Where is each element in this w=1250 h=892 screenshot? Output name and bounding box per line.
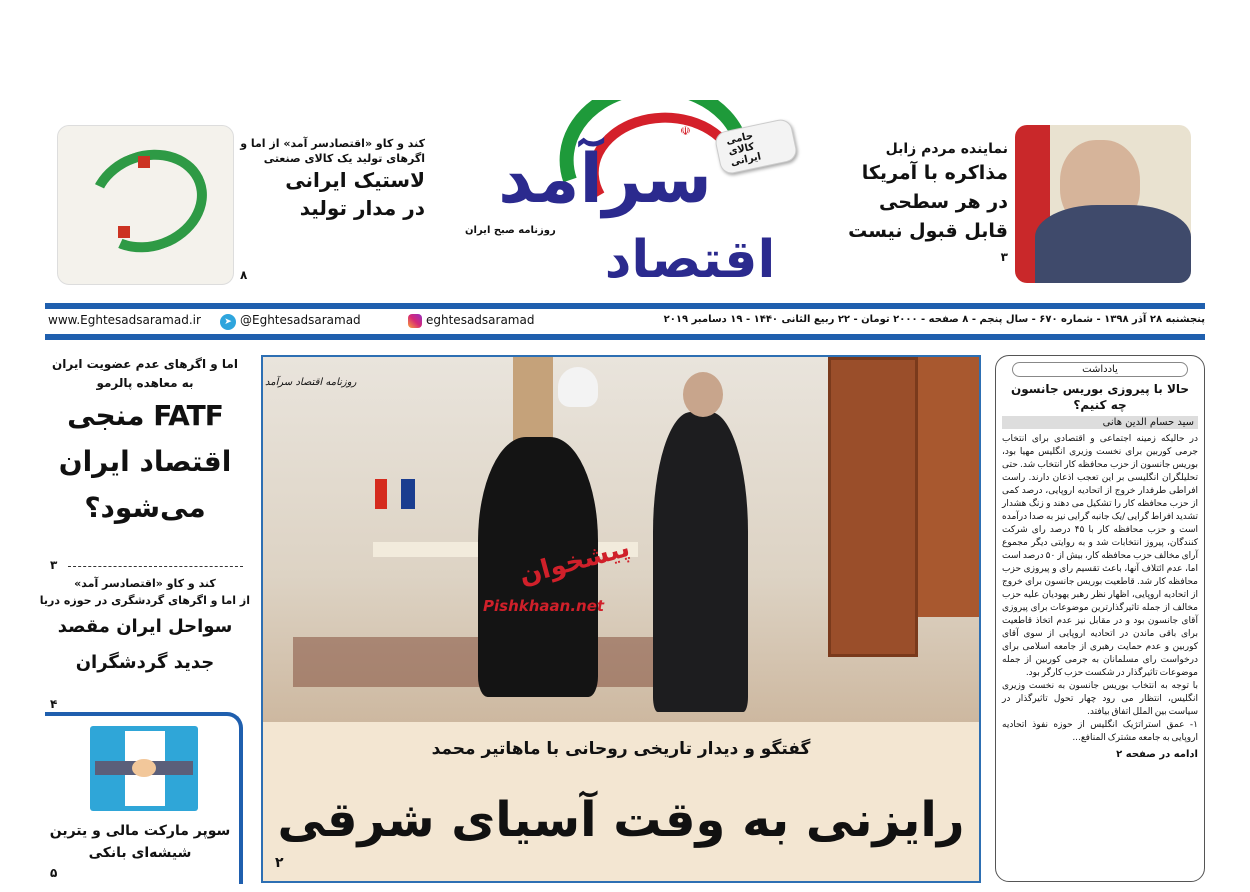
editorial-author: سید حسام الدین هانی <box>1002 416 1198 429</box>
top-left-story[interactable]: کند و کاو «اقتصادسر آمد» از اما و اگرهای تولید یک کالای صنعتی لاستیک ایرانی در مدار تولید <box>240 137 425 220</box>
page-number: ۵ <box>50 866 58 880</box>
headline-line: قابل قبول نیست <box>848 220 1008 242</box>
rule-bottom <box>45 334 1205 340</box>
page-number: ۴ <box>50 697 58 711</box>
headline-line: در هر سطحی <box>878 191 1008 213</box>
continued-link[interactable]: ادامه در صفحه ۲ <box>1116 749 1198 760</box>
main-story[interactable] <box>261 355 981 883</box>
svg-text:☫: ☫ <box>680 124 691 138</box>
divider-dashed <box>68 566 243 567</box>
main-headline: رایزنی به وقت آسیای شرقی <box>277 792 965 848</box>
page-number: ۲ <box>275 855 284 871</box>
issue-line: پنجشنبه ۲۸ آذر ۱۳۹۸ - شماره ۶۷۰ - سال پنجم - ۸ صفحه - ۲۰۰۰ تومان - ۲۲ ربیع الثانی ۱۴۴۰ - ۱۹ دسامبر ۲۰۱۹ <box>663 314 1205 325</box>
left-story-coasts[interactable]: کند و کاو «اقتصادسر آمد» از اما و اگرهای گردشگری در حوزه دریا سواحل ایران مقصد جدید گردشگران <box>39 577 250 673</box>
telegram-icon: ➤ <box>220 314 236 330</box>
top-right-story[interactable]: نماینده مردم زابل مذاکره با آمریکا در هر سطحی قابل قبول نیست ۳ <box>812 140 1008 264</box>
instagram-icon <box>408 314 422 328</box>
watermark-url: Pishkhaan.net <box>483 597 605 615</box>
editorial-title: حالا با پیروزی بوریس جانسون چه کنیم؟ <box>1010 382 1190 412</box>
page-number: ۳ <box>50 558 58 572</box>
telegram-handle[interactable]: @Eghtesadsaramad <box>240 313 361 327</box>
page-number: ۸ <box>240 268 248 282</box>
masthead-logo[interactable] <box>455 100 795 295</box>
left-story-supermarket[interactable]: سوپر مارکت مالی و یترین شیشه‌ای بانکی <box>49 823 231 861</box>
photo-credit: روزنامه اقتصاد سرآمد <box>265 377 357 388</box>
supermarket-photo[interactable] <box>90 726 198 811</box>
website-link[interactable]: www.Eghtesadsaramad.ir <box>48 313 201 327</box>
editorial-box[interactable] <box>995 355 1205 882</box>
instagram-handle[interactable]: eghtesadsaramad <box>426 313 535 327</box>
watermark: پیشخوان <box>516 532 633 592</box>
editorial-label: یادداشت <box>1012 362 1188 377</box>
main-kicker: گفتگو و دیدار تاریخی روحانی با ماهاتیر محمد <box>431 739 811 759</box>
logo-badge: حامی کالای ایرانی <box>713 117 798 175</box>
rule-top <box>45 303 1205 309</box>
top-right-photo[interactable] <box>1015 125 1191 283</box>
logo-saramad: سرآمد <box>498 140 712 219</box>
editorial-body: در حالیکه زمینه اجتماعی و اقتصادی برای انتخاب جرمی کوربین برای نخست وزیری انگلیس مهیا بود، بوریس جانسون از حزب محافظه کار انتخاب شد. حتی تحلیلگران انگلیسی بر این تعجب اذعان دارند. راست افراطی طرفدار خروج از اتحادیه اروپایی، درصد کمی از حزب محافظه کار را تشکیل می دهند و زنگ هشدار تشدید افراط گرایی /یک جانبه گرایی نیز به صدا درآمده است و حزب محافظه کار با ۴۵ درصد رای شرکت کنندگان، پیروز انتخابات شد و به روایتی دیگر مجموع آرای مخالف حزب محافظه کار، بیش از ۵۰ درصد است اما، عدم ائتلاف آنها، باعث تقسیم رای و پیروزی حزب محافظه کار شد. قاطعیت بوریس جانسون برای خروج از اتحادیه اروپایی، اظهار نظر رهبر یهودیان علیه حزب مخالف از جمله تاثیرگذارترین موضوعات برای پیروزی آقای جانسون بود و در مقابل نیز عدم اتخاذ قاطعیت برای باقی ماندن در اتحادیه اروپایی از سوی آقای کوربین و عدم حمایت رهبری از جامعه اسلامی برای درخواست رای مسلمانان به جرمی کوربین از جمله موضوعات تاثیرگذار در شکست حزب کارگر بود. با توجه به انتخاب بوریس جانسون به نخست وزیری انگلیس، انتظار می رود چهار تحول تاثیرگذار در سیاست بین الملل اتفاق بیافتد. ۱- عمق استراتژیک انگلیس از حوزه نفوذ اتحادیه اروپایی به جامعه مشترک المنافع... <box>1002 434 1198 743</box>
main-photo[interactable] <box>263 357 979 722</box>
logo-tagline: روزنامه صبح ایران <box>465 225 556 236</box>
headline-line: مذاکره با آمریکا <box>861 162 1008 184</box>
page-number: ۳ <box>1000 250 1008 264</box>
logo-eghtesad: اقتصاد <box>604 230 776 290</box>
top-left-photo[interactable] <box>57 125 234 285</box>
left-story-fatf[interactable]: اما و اگرهای عدم عضویت ایران به معاهده پالرمو FATF منجی اقتصاد ایران می‌شود؟ <box>52 357 238 524</box>
